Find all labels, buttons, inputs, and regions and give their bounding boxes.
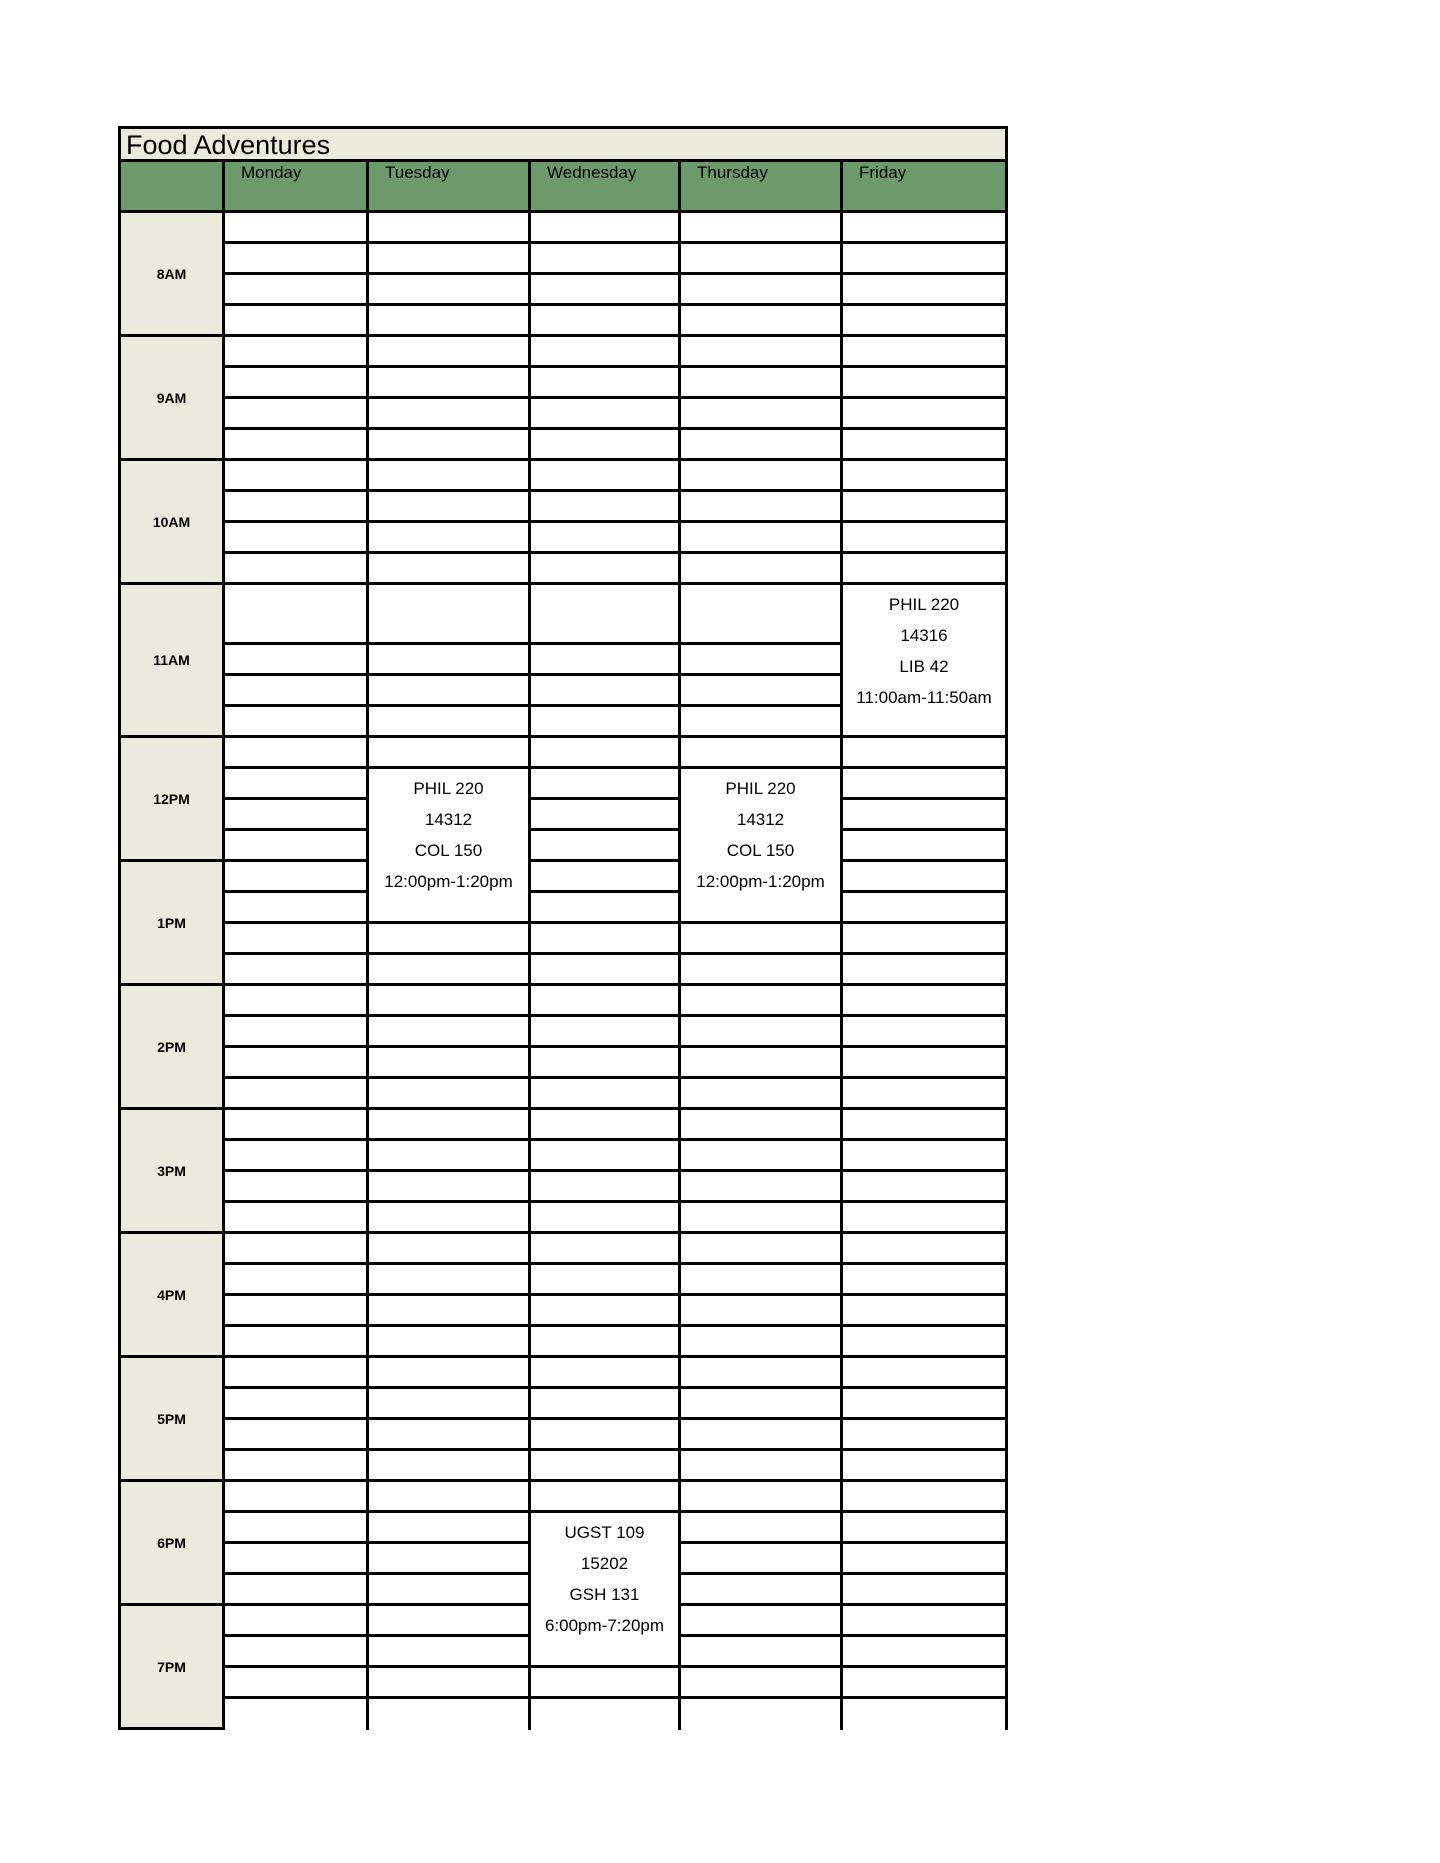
time-slot[interactable] [222, 1296, 366, 1327]
time-slot[interactable] [840, 523, 1005, 554]
title-bar [121, 129, 1005, 162]
time-slot[interactable] [528, 1203, 678, 1234]
time-slot[interactable] [528, 893, 678, 924]
time-slot[interactable] [366, 399, 528, 430]
time-slot[interactable] [678, 1668, 840, 1699]
time-slot[interactable] [366, 1327, 528, 1358]
time-slot[interactable] [222, 1668, 366, 1699]
time-slot[interactable] [366, 1606, 528, 1637]
time-slot[interactable] [678, 1110, 840, 1141]
time-slot[interactable] [840, 1017, 1005, 1048]
day-header-row [121, 162, 1005, 213]
page-title: Food Adventures [126, 130, 331, 160]
time-slot[interactable] [222, 1389, 366, 1420]
time-slot[interactable] [528, 800, 678, 831]
time-slot[interactable] [528, 1699, 678, 1730]
time-slot[interactable] [222, 1606, 366, 1637]
time-slot[interactable] [222, 213, 366, 244]
time-slot[interactable] [528, 1141, 678, 1172]
hour-label-7pm: 7PM [121, 1606, 222, 1730]
time-slot[interactable] [840, 461, 1005, 492]
time-slot[interactable] [528, 1296, 678, 1327]
time-slot[interactable] [840, 1637, 1005, 1668]
time-slot[interactable] [366, 337, 528, 368]
time-slot[interactable] [678, 1048, 840, 1079]
time-slot[interactable] [366, 275, 528, 306]
time-slot[interactable] [528, 554, 678, 585]
time-slot[interactable] [366, 676, 528, 707]
time-slot[interactable] [528, 213, 678, 244]
time-slot[interactable] [678, 523, 840, 554]
time-slot[interactable] [528, 399, 678, 430]
time-slot[interactable] [528, 1358, 678, 1389]
time-slot[interactable] [528, 676, 678, 707]
time-slot[interactable] [222, 1265, 366, 1296]
time-slot[interactable] [528, 1451, 678, 1482]
time-slot[interactable] [528, 924, 678, 955]
time-slot[interactable] [528, 461, 678, 492]
time-slot[interactable] [366, 554, 528, 585]
time-slot[interactable] [678, 924, 840, 955]
time-slot[interactable] [840, 1451, 1005, 1482]
time-slot[interactable] [678, 1513, 840, 1544]
time-slot[interactable] [528, 337, 678, 368]
time-slot[interactable] [222, 368, 366, 399]
time-slot[interactable] [840, 1327, 1005, 1358]
time-slot[interactable] [222, 707, 366, 738]
time-slot[interactable] [678, 1141, 840, 1172]
time-slot[interactable] [222, 1637, 366, 1668]
time-slot[interactable] [222, 1234, 366, 1265]
time-slot[interactable] [840, 1110, 1005, 1141]
time-slot[interactable] [840, 1513, 1005, 1544]
time-slot[interactable] [840, 769, 1005, 800]
day-header-thursday: Thursday [678, 162, 840, 210]
time-slot[interactable] [222, 1048, 366, 1079]
time-slot[interactable] [840, 1203, 1005, 1234]
time-slot[interactable] [528, 1048, 678, 1079]
time-slot[interactable] [840, 430, 1005, 461]
day-header-tuesday: Tuesday [366, 162, 528, 210]
time-slot[interactable] [528, 523, 678, 554]
time-slot[interactable] [366, 430, 528, 461]
time-slot[interactable] [528, 1079, 678, 1110]
class-detail-line: 15202 [580, 1554, 629, 1573]
time-slot[interactable] [366, 1575, 528, 1606]
time-slot[interactable] [678, 492, 840, 523]
time-slot[interactable] [222, 244, 366, 275]
time-slot[interactable] [678, 1358, 840, 1389]
time-slot[interactable] [840, 275, 1005, 306]
time-slot[interactable] [366, 1048, 528, 1079]
time-slot[interactable] [678, 244, 840, 275]
time-slot[interactable] [366, 368, 528, 399]
time-slot[interactable] [222, 399, 366, 430]
time-slot[interactable] [222, 1141, 366, 1172]
time-slot[interactable] [366, 1389, 528, 1420]
time-slot[interactable] [678, 368, 840, 399]
time-slot[interactable] [222, 1110, 366, 1141]
time-slot[interactable] [528, 955, 678, 986]
time-slot[interactable] [840, 1482, 1005, 1513]
time-slot[interactable] [678, 399, 840, 430]
time-slot[interactable] [366, 1296, 528, 1327]
time-slot[interactable] [222, 924, 366, 955]
time-slot[interactable] [366, 244, 528, 275]
time-slot[interactable] [528, 1234, 678, 1265]
time-slot[interactable] [222, 893, 366, 924]
time-slot[interactable] [678, 1079, 840, 1110]
class-detail-line: 11:00am-11:50am [856, 688, 992, 707]
time-slot[interactable] [366, 1172, 528, 1203]
time-slot[interactable] [222, 831, 366, 862]
time-slot[interactable] [222, 645, 366, 676]
hour-label-11am: 11AM [121, 585, 222, 738]
time-slot[interactable] [528, 1017, 678, 1048]
time-slot[interactable] [840, 1141, 1005, 1172]
time-slot[interactable] [528, 368, 678, 399]
time-slot[interactable] [222, 461, 366, 492]
time-slot[interactable] [840, 1668, 1005, 1699]
time-slot[interactable] [678, 461, 840, 492]
hour-label-6pm: 6PM [121, 1482, 222, 1606]
time-slot[interactable] [528, 430, 678, 461]
time-slot[interactable] [678, 1482, 840, 1513]
time-slot[interactable] [528, 645, 678, 676]
time-slot[interactable] [222, 1544, 366, 1575]
hour-label-4pm: 4PM [121, 1234, 222, 1358]
time-slot[interactable] [366, 1234, 528, 1265]
time-slot[interactable] [222, 337, 366, 368]
time-slot[interactable] [840, 554, 1005, 585]
class-detail-line: PHIL 220 [888, 595, 960, 614]
time-slot[interactable] [678, 275, 840, 306]
time-slot[interactable] [222, 1172, 366, 1203]
time-slot[interactable] [366, 492, 528, 523]
time-slot[interactable] [366, 1079, 528, 1110]
class-detail-line: PHIL 220 [413, 779, 484, 798]
time-slot[interactable] [528, 707, 678, 738]
time-slot[interactable] [528, 1265, 678, 1296]
time-slot[interactable] [840, 1544, 1005, 1575]
time-slot[interactable] [222, 862, 366, 893]
time-slot[interactable] [840, 1575, 1005, 1606]
time-slot[interactable] [840, 800, 1005, 831]
time-slot[interactable] [840, 1265, 1005, 1296]
time-slot[interactable] [678, 1606, 840, 1637]
time-slot[interactable] [840, 893, 1005, 924]
time-slot[interactable] [678, 1451, 840, 1482]
time-slot[interactable] [528, 1389, 678, 1420]
time-slot[interactable] [222, 1079, 366, 1110]
time-slot[interactable] [222, 1203, 366, 1234]
hour-label-5pm: 5PM [121, 1358, 222, 1482]
time-slot[interactable] [678, 645, 840, 676]
time-slot[interactable] [840, 1296, 1005, 1327]
class-detail-line: 6:00pm-7:20pm [544, 1616, 665, 1635]
time-slot[interactable] [840, 924, 1005, 955]
time-slot[interactable] [678, 1234, 840, 1265]
time-slot[interactable] [528, 1172, 678, 1203]
hour-label-8am: 8AM [121, 213, 222, 337]
time-slot[interactable] [222, 1513, 366, 1544]
time-slot[interactable] [528, 306, 678, 337]
class-detail-line: 12:00pm-1:20pm [384, 872, 513, 891]
time-slot[interactable] [366, 523, 528, 554]
time-slot[interactable] [840, 213, 1005, 244]
time-slot[interactable] [678, 1699, 840, 1730]
time-slot[interactable] [366, 1513, 528, 1544]
class-block-thursday[interactable] [678, 769, 840, 924]
time-slot[interactable] [366, 1141, 528, 1172]
hour-label-10am: 10AM [121, 461, 222, 585]
class-block-wednesday[interactable] [528, 1513, 678, 1668]
day-header-wednesday: Wednesday [528, 162, 678, 210]
time-slot[interactable] [678, 1420, 840, 1451]
time-slot[interactable] [366, 461, 528, 492]
time-slot[interactable] [528, 1482, 678, 1513]
time-slot[interactable] [366, 1420, 528, 1451]
time-slot[interactable] [678, 213, 840, 244]
time-slot[interactable] [366, 707, 528, 738]
time-slot[interactable] [366, 1544, 528, 1575]
time-slot[interactable] [678, 1575, 840, 1606]
class-detail-line: UGST 109 [564, 1523, 645, 1542]
class-detail-line: COL 150 [414, 841, 483, 860]
time-slot[interactable] [840, 1079, 1005, 1110]
class-detail-line: LIB 42 [899, 657, 949, 676]
class-detail-line: 14316 [900, 626, 948, 645]
time-slot[interactable] [840, 1358, 1005, 1389]
time-slot[interactable] [678, 1172, 840, 1203]
time-slot[interactable] [366, 1203, 528, 1234]
time-slot[interactable] [840, 738, 1005, 769]
hour-label-2pm: 2PM [121, 986, 222, 1110]
time-slot[interactable] [528, 738, 678, 769]
time-slot[interactable] [222, 523, 366, 554]
time-slot[interactable] [222, 1327, 366, 1358]
time-slot[interactable] [840, 1606, 1005, 1637]
time-slot[interactable] [222, 986, 366, 1017]
time-slot[interactable] [528, 1420, 678, 1451]
time-slot[interactable] [678, 986, 840, 1017]
time-slot[interactable] [222, 492, 366, 523]
class-detail-line: 14312 [424, 810, 473, 829]
time-slot[interactable] [366, 986, 528, 1017]
time-slot[interactable] [840, 368, 1005, 399]
time-slot[interactable] [678, 738, 840, 769]
hour-label-1pm: 1PM [121, 862, 222, 986]
time-slot[interactable] [840, 1172, 1005, 1203]
time-slot[interactable] [840, 955, 1005, 986]
class-detail-line: COL 150 [726, 841, 795, 860]
time-slot[interactable] [222, 1358, 366, 1389]
time-slot[interactable] [222, 1482, 366, 1513]
time-slot[interactable] [366, 1358, 528, 1389]
time-slot[interactable] [840, 1234, 1005, 1265]
time-slot[interactable] [222, 430, 366, 461]
class-detail-line: PHIL 220 [725, 779, 796, 798]
time-slot[interactable] [678, 554, 840, 585]
time-slot[interactable] [222, 1451, 366, 1482]
time-slot[interactable] [222, 955, 366, 986]
time-slot[interactable] [840, 337, 1005, 368]
time-slot[interactable] [222, 769, 366, 800]
time-slot[interactable] [366, 1451, 528, 1482]
time-slot[interactable] [528, 275, 678, 306]
time-slot[interactable] [840, 306, 1005, 337]
time-slot[interactable] [222, 676, 366, 707]
hour-label-12pm: 12PM [121, 738, 222, 862]
time-slot[interactable] [840, 399, 1005, 430]
time-slot[interactable] [840, 492, 1005, 523]
time-slot[interactable] [840, 1048, 1005, 1079]
time-slot[interactable] [222, 738, 366, 769]
time-slot[interactable] [366, 585, 528, 645]
time-slot[interactable] [366, 306, 528, 337]
time-slot[interactable] [678, 1327, 840, 1358]
time-slot[interactable] [678, 430, 840, 461]
time-slot[interactable] [840, 986, 1005, 1017]
time-slot[interactable] [528, 986, 678, 1017]
time-slot[interactable] [366, 955, 528, 986]
time-slot[interactable] [678, 1544, 840, 1575]
time-slot[interactable] [840, 1389, 1005, 1420]
time-slot[interactable] [840, 1420, 1005, 1451]
time-slot[interactable] [222, 1699, 366, 1730]
class-block-tuesday[interactable] [366, 769, 528, 924]
time-slot[interactable] [678, 1637, 840, 1668]
hour-label-9am: 9AM [121, 337, 222, 461]
time-slot[interactable] [366, 1668, 528, 1699]
time-slot[interactable] [528, 862, 678, 893]
time-slot[interactable] [222, 585, 366, 645]
time-slot[interactable] [528, 769, 678, 800]
time-slot[interactable] [678, 1389, 840, 1420]
time-slot[interactable] [366, 1265, 528, 1296]
time-slot[interactable] [222, 275, 366, 306]
time-slot[interactable] [222, 306, 366, 337]
time-slot[interactable] [366, 1017, 528, 1048]
time-slot[interactable] [366, 213, 528, 244]
time-slot[interactable] [366, 924, 528, 955]
class-detail-line: 12:00pm-1:20pm [696, 872, 825, 891]
time-slot[interactable] [366, 1110, 528, 1141]
time-slot[interactable] [222, 800, 366, 831]
time-slot[interactable] [678, 955, 840, 986]
time-slot[interactable] [678, 1203, 840, 1234]
time-slot[interactable] [528, 585, 678, 645]
time-slot[interactable] [678, 1265, 840, 1296]
day-header-monday: Monday [222, 162, 366, 210]
time-slot[interactable] [678, 337, 840, 368]
time-slot[interactable] [222, 554, 366, 585]
time-slot[interactable] [840, 1699, 1005, 1730]
time-slot[interactable] [366, 1699, 528, 1730]
day-header-friday: Friday [840, 162, 1005, 210]
time-slot[interactable] [222, 1575, 366, 1606]
time-slot[interactable] [528, 831, 678, 862]
time-slot[interactable] [840, 862, 1005, 893]
time-slot[interactable] [528, 1668, 678, 1699]
class-detail-line: 14312 [736, 810, 785, 829]
time-slot[interactable] [222, 1017, 366, 1048]
time-slot[interactable] [366, 738, 528, 769]
time-slot[interactable] [678, 306, 840, 337]
time-slot[interactable] [678, 1017, 840, 1048]
time-slot[interactable] [366, 645, 528, 676]
time-slot[interactable] [528, 244, 678, 275]
time-slot[interactable] [678, 1296, 840, 1327]
schedule-sheet [118, 126, 1008, 1730]
time-slot[interactable] [840, 244, 1005, 275]
time-slot[interactable] [528, 1110, 678, 1141]
time-slot[interactable] [678, 676, 840, 707]
hour-label-3pm: 3PM [121, 1110, 222, 1234]
class-block-friday[interactable] [840, 585, 1005, 738]
time-slot[interactable] [366, 1637, 528, 1668]
time-slot[interactable] [678, 585, 840, 645]
time-slot[interactable] [528, 492, 678, 523]
class-detail-line: GSH 131 [569, 1585, 640, 1604]
time-slot[interactable] [840, 831, 1005, 862]
time-slot[interactable] [222, 1420, 366, 1451]
time-slot[interactable] [678, 707, 840, 738]
time-slot[interactable] [366, 1482, 528, 1513]
time-slot[interactable] [528, 1327, 678, 1358]
